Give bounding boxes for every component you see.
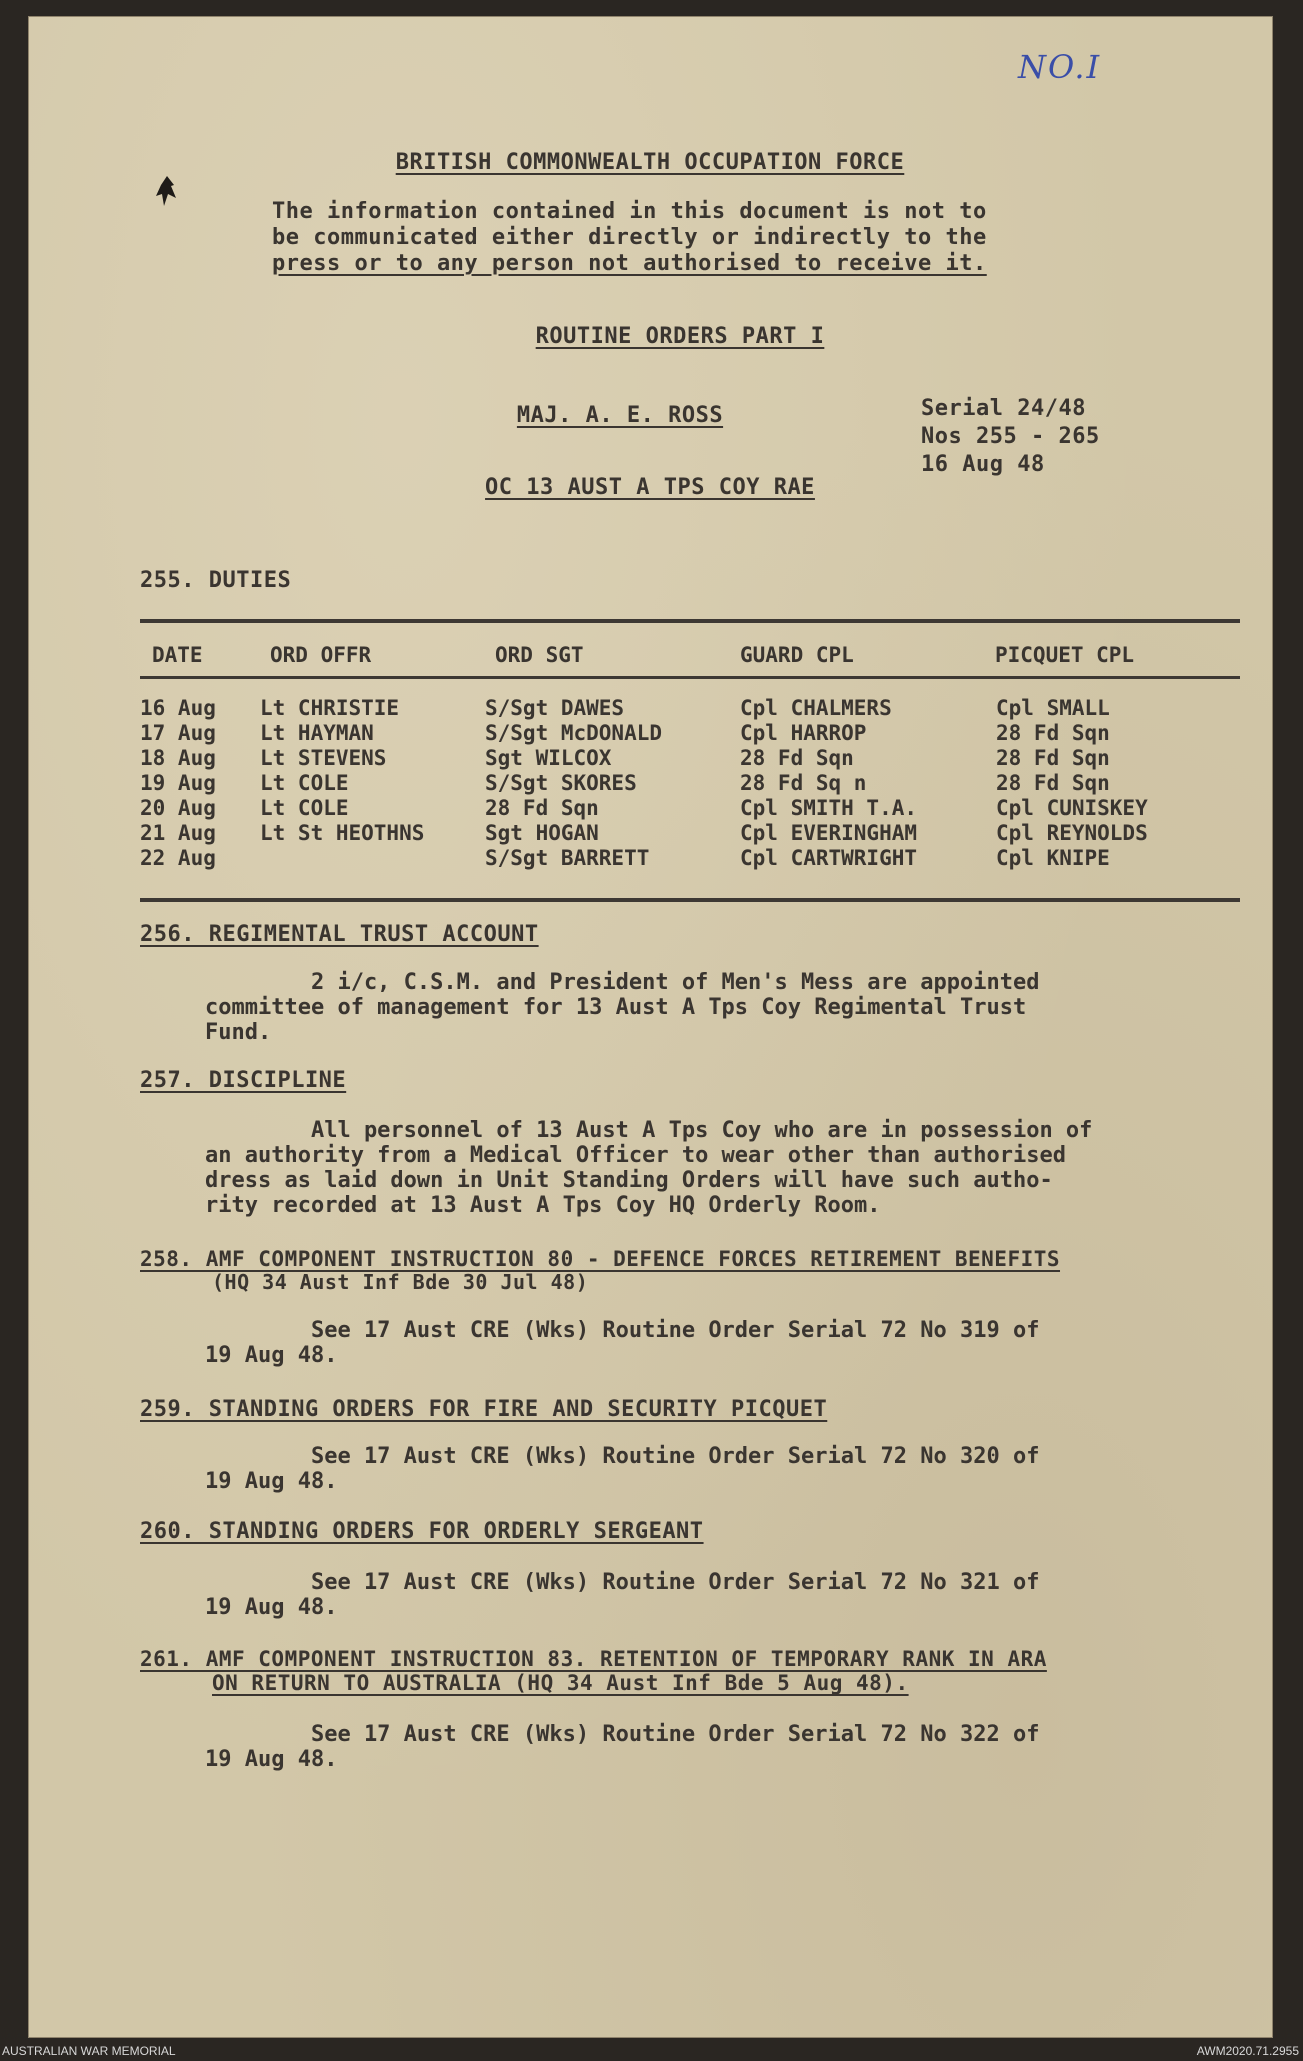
table-cell: 28 Fd Sqn (996, 721, 1110, 745)
table-cell: 28 Fd Sqn (996, 746, 1110, 770)
table-cell: 28 Fd Sqn (485, 796, 599, 820)
table-header-rule (140, 676, 1240, 679)
document-date: 16 Aug 48 (921, 452, 1045, 477)
table-cell: 22 Aug (140, 846, 216, 870)
document-header-title: BRITISH COMMONWEALTH OCCUPATION FORCE (395, 150, 905, 175)
section-255-heading: 255. DUTIES (140, 568, 292, 593)
column-header-date: DATE (152, 643, 203, 667)
table-cell: S/Sgt McDONALD (485, 721, 663, 745)
section-259-heading: 259. STANDING ORDERS FOR FIRE AND SECURITY PICQUET (140, 1397, 828, 1422)
section-258-heading: 258. AMF COMPONENT INSTRUCTION 80 - DEFENCE FORCES RETIREMENT BENEFITS (140, 1247, 1061, 1271)
section-259-body: See 17 Aust CRE (Wks) Routine Order Serial 72 No 320 of 19 Aug 48. (205, 1444, 1040, 1494)
table-cell: Lt STEVENS (260, 746, 387, 770)
officer-name: MAJ. A. E. ROSS (516, 403, 724, 428)
routine-orders-title: ROUTINE ORDERS PART I (535, 324, 825, 349)
section-261-heading: 261. AMF COMPONENT INSTRUCTION 83. RETENTION OF TEMPORARY RANK IN ARA (140, 1647, 1047, 1671)
table-cell: Lt HAYMAN (260, 721, 374, 745)
table-cell: Cpl SMALL (996, 696, 1110, 720)
table-cell: Cpl EVERINGHAM (740, 821, 918, 845)
unit-name: OC 13 AUST A TPS COY RAE (485, 475, 815, 500)
column-header-picquet-cpl: PICQUET CPL (995, 643, 1135, 667)
table-cell: Cpl CUNISKEY (996, 796, 1148, 820)
section-260-heading: 260. STANDING ORDERS FOR ORDERLY SERGEANT (140, 1519, 704, 1544)
table-cell: 17 Aug (140, 721, 216, 745)
table-cell: Cpl KNIPE (996, 846, 1110, 870)
torn-hole (156, 176, 178, 206)
table-cell: S/Sgt SKORES (485, 771, 637, 795)
security-warning-line-3: press or to any person not authorised to receive it. (272, 251, 987, 276)
table-cell: Cpl REYNOLDS (996, 821, 1148, 845)
section-256-body: 2 i/c, C.S.M. and President of Men's Mess are appointed committee of management for 13 Aust A Tps Coy Regimental Trust Fund. (205, 970, 1040, 1045)
footer-credit-right: AWM2020.71.2955 (1196, 2044, 1299, 2058)
handwritten-annotation: NO.I (1018, 48, 1102, 86)
section-258-body: See 17 Aust CRE (Wks) Routine Order Serial 72 No 319 of 19 Aug 48. (205, 1318, 1040, 1368)
column-header-ord-sgt: ORD SGT (495, 643, 584, 667)
security-warning-line-1: The information contained in this document is not to (272, 199, 987, 224)
section-260-body: See 17 Aust CRE (Wks) Routine Order Serial 72 No 321 of 19 Aug 48. (205, 1570, 1040, 1620)
table-cell: 18 Aug (140, 746, 216, 770)
table-bottom-rule (140, 898, 1240, 902)
table-cell: Sgt HOGAN (485, 821, 599, 845)
column-header-ord-offr: ORD OFFR (270, 643, 372, 667)
table-cell: 16 Aug (140, 696, 216, 720)
table-cell: Lt St HEOTHNS (260, 821, 425, 845)
table-top-rule (140, 619, 1240, 623)
table-cell: 20 Aug (140, 796, 216, 820)
table-cell: Lt COLE (260, 771, 349, 795)
table-cell: Cpl HARROP (740, 721, 867, 745)
table-cell: 28 Fd Sqn (996, 771, 1110, 795)
footer-credit-left: AUSTRALIAN WAR MEMORIAL (2, 2044, 176, 2058)
column-header-guard-cpl: GUARD CPL (740, 643, 854, 667)
security-warning-line-2: be communicated either directly or indirectly to the (272, 225, 987, 250)
table-cell: Cpl SMITH T.A. (740, 796, 918, 820)
table-cell: Cpl CHALMERS (740, 696, 892, 720)
order-numbers: Nos 255 - 265 (921, 424, 1100, 449)
table-cell: 28 Fd Sqn (740, 746, 854, 770)
table-cell: 21 Aug (140, 821, 216, 845)
table-cell: 28 Fd Sq n (740, 771, 867, 795)
table-cell: S/Sgt DAWES (485, 696, 625, 720)
table-cell: 19 Aug (140, 771, 216, 795)
section-261-body: See 17 Aust CRE (Wks) Routine Order Serial 72 No 322 of 19 Aug 48. (205, 1722, 1040, 1772)
serial-number: Serial 24/48 (921, 396, 1086, 421)
table-cell: Lt COLE (260, 796, 349, 820)
section-257-heading: 257. DISCIPLINE (140, 1068, 347, 1093)
section-258-reference: (HQ 34 Aust Inf Bde 30 Jul 48) (212, 1270, 589, 1294)
section-257-body: All personnel of 13 Aust A Tps Coy who are in possession of an authority from a Medical Officer to wear other than authorised dress as laid down in Unit Standing Orders will have such autho- rity recorded at 13 Aust A Tps Coy HQ Orderly Room. (205, 1118, 1093, 1218)
section-261-heading-continued: ON RETURN TO AUSTRALIA (HQ 34 Aust Inf Bde 5 Aug 48). (212, 1671, 909, 1695)
table-cell: S/Sgt BARRETT (485, 846, 650, 870)
table-cell: Sgt WILCOX (485, 746, 612, 770)
section-256-heading: 256. REGIMENTAL TRUST ACCOUNT (140, 922, 539, 947)
table-cell: Lt CHRISTIE (260, 696, 400, 720)
table-cell: Cpl CARTWRIGHT (740, 846, 918, 870)
